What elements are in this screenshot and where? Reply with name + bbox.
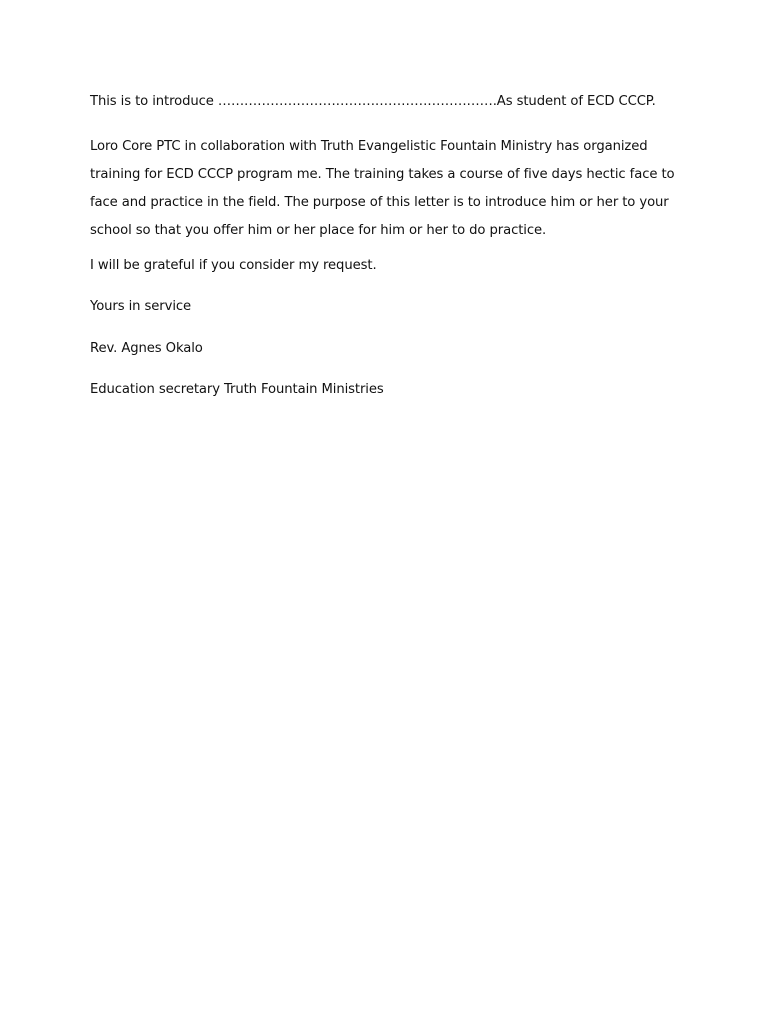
intro-line: This is to introduce ……………………………………………………….As student of ECD CCCP.	[90, 94, 656, 109]
signatory-title: Education secretary Truth Fountain Ministries	[90, 382, 384, 398]
signatory-name: Rev. Agnes Okalo	[90, 340, 203, 356]
letter-body	[90, 91, 680, 421]
closing-line: Yours in service	[90, 299, 192, 315]
body-paragraph: Loro Core PTC in collaboration with Truth Evangelistic Fountain Ministry has organized training for ECD CCCP program me. The training takes a course of five days hectic face to face and practice in the field. The purpose of this letter is to introduce him or her to your school so that you offer him or her place for him or her to do practice.	[90, 138, 675, 239]
request-line: I will be grateful if you consider my request.	[90, 257, 377, 273]
